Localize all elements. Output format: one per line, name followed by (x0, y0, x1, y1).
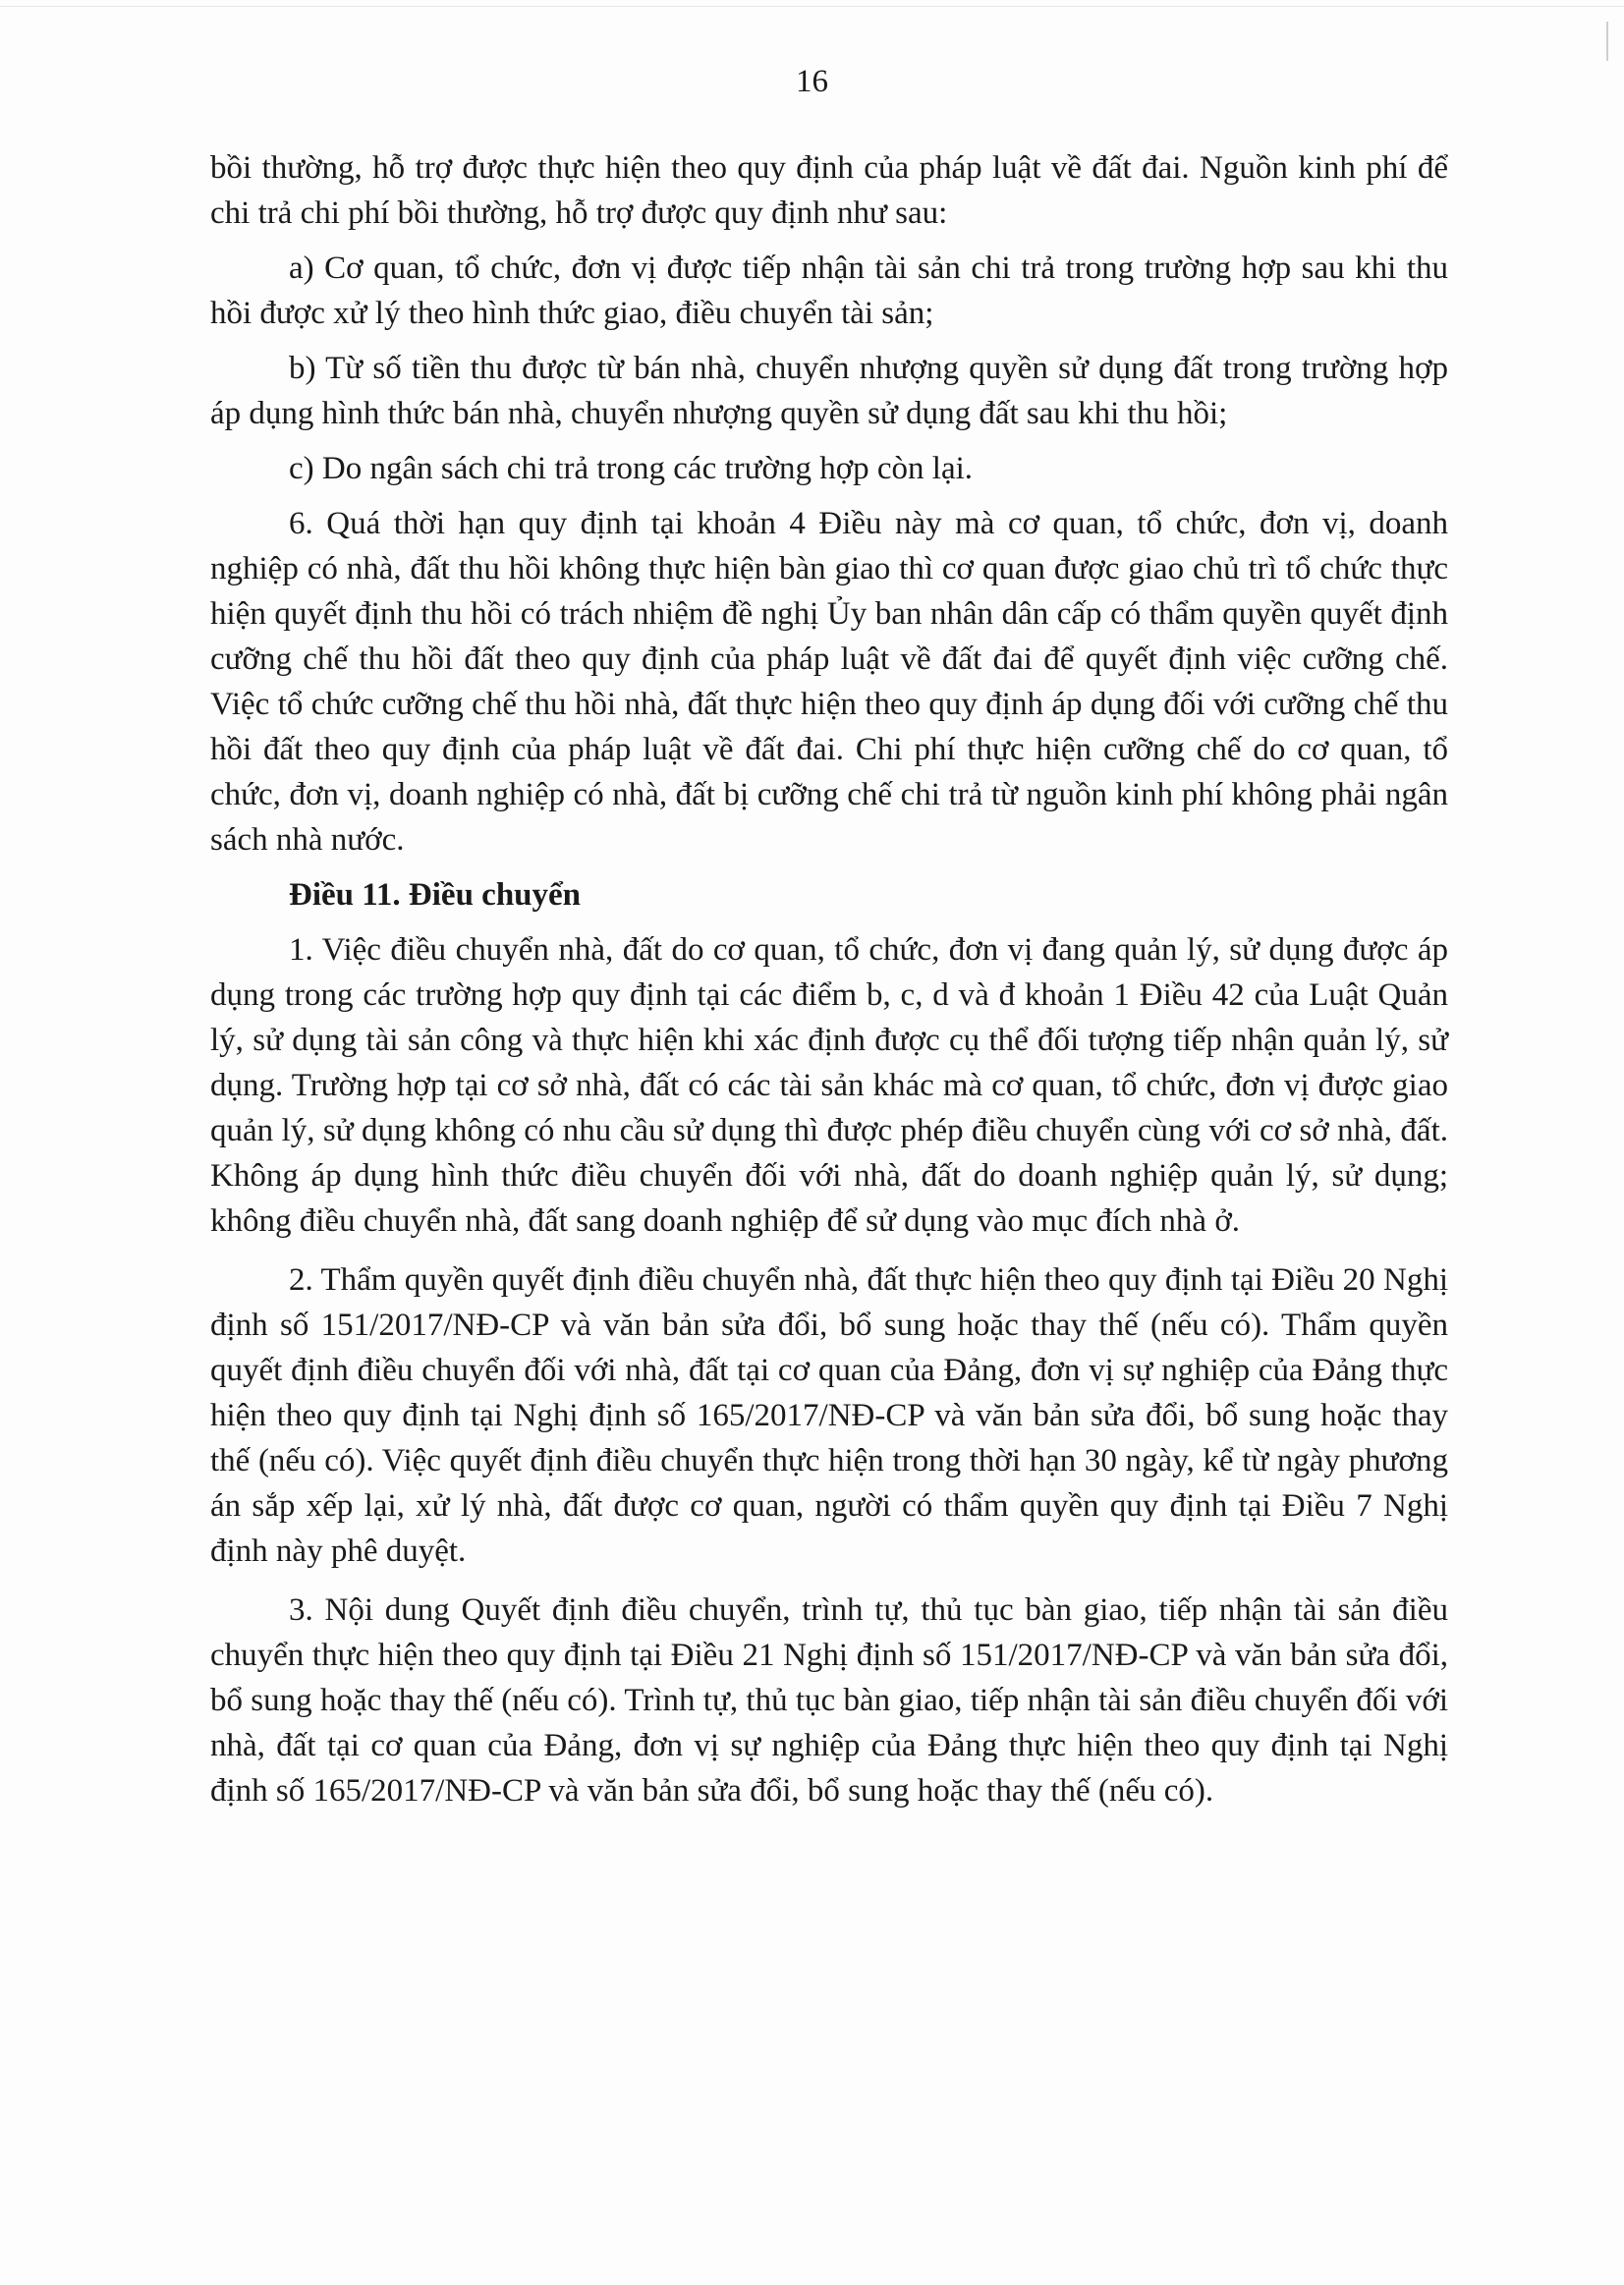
paragraph-continuation: bồi thường, hỗ trợ được thực hiện theo quy định của pháp luật về đất đai. Nguồn kinh phí để chi trả chi phí bồi thường, hỗ trợ được quy định như sau: (210, 150, 1448, 231)
paragraph-clause-1: 1. Việc điều chuyển nhà, đất do cơ quan, tổ chức, đơn vị đang quản lý, sử dụng được áp dụng trong các trường hợp quy định tại các điểm b, c, d và đ khoản 1 Điều 42 của Luật Quản lý, sử dụng tài sản công và thực hiện khi xác định được cụ thể đối tượng tiếp nhận quản lý, sử dụng. Trường hợp tại cơ sở nhà, đất có các tài sản khác mà cơ quan, tổ chức, đơn vị được giao quản lý, sử dụng không có nhu cầu sử dụng thì được phép điều chuyển cùng với cơ sở nhà, đất. Không áp dụng hình thức điều chuyển đối với nhà, đất do doanh nghiệp quản lý, sử dụng; không điều chuyển nhà, đất sang doanh nghiệp để sử dụng vào mục đích nhà ở. (210, 932, 1448, 1239)
paragraph-item-c: c) Do ngân sách chi trả trong các trường hợp còn lại. (289, 451, 974, 486)
article-heading: Điều 11. Điều chuyển (289, 877, 582, 913)
paragraph-item-a: a) Cơ quan, tổ chức, đơn vị được tiếp nhận tài sản chi trả trong trường hợp sau khi thu hồi được xử lý theo hình thức giao, điều chuyển tài sản; (210, 251, 1448, 331)
document-body (210, 145, 1448, 1823)
paragraph-clause-2: 2. Thẩm quyền quyết định điều chuyển nhà, đất thực hiện theo quy định tại Điều 20 Nghị định số 151/2017/NĐ-CP và văn bản sửa đổi, bổ sung hoặc thay thế (nếu có). Thẩm quyền quyết định điều chuyển đối với nhà, đất tại cơ quan của Đảng, đơn vị sự nghiệp của Đảng thực hiện theo quy định tại Nghị định số 165/2017/NĐ-CP và văn bản sửa đổi, bổ sung hoặc thay thế (nếu có). Việc quyết định điều chuyển thực hiện trong thời hạn 30 ngày, kể từ ngày phương án sắp xếp lại, xử lý nhà, đất được cơ quan, người có thẩm quyền quy định tại Điều 7 Nghị định này phê duyệt. (210, 1262, 1448, 1569)
scan-top-edge (0, 6, 1624, 7)
paragraph-item-b: b) Từ số tiền thu được từ bán nhà, chuyển nhượng quyền sử dụng đất trong trường hợp áp dụng hình thức bán nhà, chuyển nhượng quyền sử dụng đất sau khi thu hồi; (210, 351, 1448, 431)
paragraph-clause-3: 3. Nội dung Quyết định điều chuyển, trình tự, thủ tục bàn giao, tiếp nhận tài sản điều chuyển thực hiện theo quy định tại Điều 21 Nghị định số 151/2017/NĐ-CP và văn bản sửa đổi, bổ sung hoặc thay thế (nếu có). Trình tự, thủ tục bàn giao, tiếp nhận tài sản điều chuyển đối với nhà, đất tại cơ quan của Đảng, đơn vị sự nghiệp của Đảng thực hiện theo quy định tại Nghị định số 165/2017/NĐ-CP và văn bản sửa đổi, bổ sung hoặc thay thế (nếu có). (210, 1592, 1448, 1809)
scan-corner-mark (1606, 22, 1608, 61)
page-number: 16 (796, 64, 828, 99)
paragraph-clause-6: 6. Quá thời hạn quy định tại khoản 4 Điều này mà cơ quan, tổ chức, đơn vị, doanh nghiệp có nhà, đất thu hồi không thực hiện bàn giao thì cơ quan được giao chủ trì tổ chức thực hiện quyết định thu hồi có trách nhiệm đề nghị Ủy ban nhân dân cấp có thẩm quyền quyết định cưỡng chế thu hồi đất theo quy định của pháp luật về đất đai để quyết định việc cưỡng chế. Việc tổ chức cưỡng chế thu hồi nhà, đất thực hiện theo quy định áp dụng đối với cưỡng chế thu hồi đất theo quy định của pháp luật về đất đai. Chi phí thực hiện cưỡng chế do cơ quan, tổ chức, đơn vị, doanh nghiệp có nhà, đất bị cưỡng chế chi trả từ nguồn kinh phí không phải ngân sách nhà nước. (210, 506, 1448, 858)
